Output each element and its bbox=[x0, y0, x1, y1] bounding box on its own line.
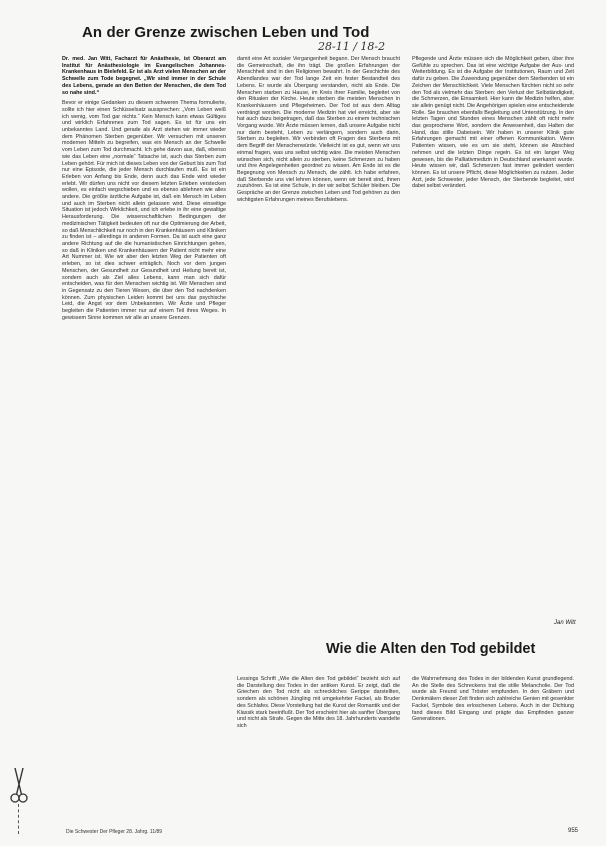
second-article-column-2 bbox=[412, 676, 574, 826]
article-body-text: damit eine Art sozialer Vergangenheit begann. Der Mensch braucht die Gemeinschaft, die ihn trägt. Die großen Erfahrungen der Menschheit sind in den Religionen bewahrt. In der Geschichte des Abendlandes war der Tod lange Zeit ein fester Bestandteil des Lebens. Er wurde als Übergang verstanden, nicht als Ende. Die Menschen starben zu Hause, im Kreis ihrer Familie, begleitet von den Ritualen der Kirche. Heute sterben die meisten Menschen in Krankenhäusern und Pflegeheimen. Der Tod ist aus dem Alltag verdrängt worden. Die moderne Medizin hat viel erreicht, aber sie hat auch dazu beigetragen, daß das Sterben zu einem technischen Vorgang wurde. Wir Ärzte müssen lernen, daß unsere Aufgabe nicht nur darin besteht, Leben zu verlängern, sondern auch darin, Sterben zu begleiten. Wir verbinden oft Fragen des Sterbens mit dem Begriff der Menschenwürde. Vielleicht ist es gut, wenn wir uns einmal fragen, was uns selbst wichtig wäre. Die meisten Menschen wünschen sich, nicht allein zu sterben, keine Schmerzen zu haben und ihre Angelegenheiten geordnet zu wissen. Am Ende ist es die Begegnung von Mensch zu Mensch, die zählt. Ich habe erfahren, daß Sterbende uns viel lehren können, wenn wir bereit sind, ihnen zuzuhören. Es ist eine Schule, in der wir selbst Schüler bleiben. Die Gespräche an der Grenze zwischen Leben und Tod gehören zu den wichtigsten Erfahrungen meines Berufslebens. bbox=[237, 56, 400, 203]
article-body-text: Bevor er einige Gedanken zu diesem schweren Thema formulierte, sollte ich hier einen Schlüsselsatz aussprechen: „Vom Leben weiß ich wenig, vom Tod gar nichts.“ Kein Mensch kann etwas Gültiges und wirklich Erfahrenes zum Tod sagen. Es ist für uns ein unbekanntes Land. Und gerade als Arzt stehen wir immer wieder dem Phänomen Sterben gegenüber. Wir versuchen mit unseren modernen Mitteln zu begreifen, was ein Mensch an der Schwelle vom Leben zum Tod durchmacht. Ich gehe davon aus, daß, ebenso wie das Leben eine „normale“ Tatsache ist, auch das Sterben zum Leben gehört. Für mich ist dieses Leben von der Geburt bis zum Tod nur eine Episode, die jeder Mensch durchlaufen muß. Es ist ein Erleben von Anfang bis Ende, denn auch das Ende wird wieder erlebt. Wir dürfen uns nicht vor diesem letzten Erleben verstecken wollen, es einfach wegschieben und es ebenso ablehnen wie alles andere. Die größte ärztliche Aufgabe ist, daß ein Mensch im Leben und auch im Sterben nicht allein gelassen wird. Diese einseitige Situation ist jedoch Wirklichkeit, und ich erlebe in ihr eine gewaltige Herausforderung. Die wissenschaftlichen Bedingungen der medizinischen Tätigkeit bedeuten oft nur die Optimierung der Arbeit, so daß Menschlichkeit nur noch in den Krankenhäusern und Kliniken zu finden ist – allerdings in anderen Formen. Da ist auch eine ganz andere Richtung auf die die humanistischen Einrichtungen gehen, so daß in Kliniken und Krankenhäusern der Patient nicht mehr eine Art Nummer ist. Wie wir aber den letzten Weg der Patienten oft erleben, so ist dies schwer erträglich. Noch vor dem jungen Menschen, der Gesundheit zur Gesundheit und Heilung bereit ist, sondern auch als Ziel alles Lebens, kann man sich dafür entscheiden, was für den Menschen wichtig ist. Wir Menschen sind in Gegensatz zu den Tieren Wesen, die über den Tod nachdenken können. Zum physischen Leiden kommt bei uns das psychische Leid, die Angst vor dem Unbekannten. Wir Ärzte und Pfleger begleiten die Patienten immer nur auf einem Teil ihres Weges. In gewissem Sinne kommen wir alle an unsere Grenzen. bbox=[62, 100, 226, 321]
cut-line bbox=[18, 804, 20, 834]
article-column-3 bbox=[412, 56, 574, 622]
page-number: 955 bbox=[568, 828, 579, 834]
article-title: An der Grenze zwischen Leben und Tod bbox=[82, 24, 370, 41]
article-column-1 bbox=[62, 56, 226, 826]
author-signature: Jan Witt bbox=[554, 620, 576, 626]
handwritten-note: 28-11 / 18-2 bbox=[318, 40, 386, 53]
article-body-text: Lessings Schrift „Wie die Alten den Tod gebildet“ bezieht sich auf die Darstellung des Todes in der antiken Kunst. Er zeigt, daß die Griechen den Tod nicht als schreckliches Gerippe darstellten, sondern als schönen Jüngling mit umgekehrter Fackel, als Bruder des Schlafes. Diese Vorstellung hat die Kunst der Romantik und der Klassik stark beeinflußt. Der Tod erscheint hier als sanfter Übergang und nicht als Strafe. Gegen die Mitte des 18. Jahrhunderts wandelte sich bbox=[237, 676, 400, 729]
scissors-icon bbox=[10, 766, 28, 804]
second-article-title: Wie die Alten den Tod gebildet bbox=[326, 641, 536, 657]
article-body-text: Pflegende und Ärzte müssen sich die Möglichkeit geben, über ihre Gefühle zu sprechen. Das ist eine wichtige Aufgabe der Aus- und Weiterbildung. Es ist die Aufgabe der Institutionen, Raum und Zeit dafür zu geben. Die Zuwendung gegenüber dem Sterbenden ist ein Zeichen der Menschlichkeit. Viele Menschen fürchten nicht so sehr den Tod als vielmehr das Sterben: den Verlust der Selbständigkeit, die Schmerzen, die Einsamkeit. Hier kann die Medizin helfen, aber sie allein genügt nicht. Die Angehörigen spielen eine entscheidende Rolle. Sie brauchen ebenfalls Begleitung und Unterstützung. In den letzten Tagen und Stunden eines Menschen zählt oft nicht mehr das gesprochene Wort, sondern die Anwesenheit, das Halten der Hand, das stille Dabeisein. Wir haben in unserer Klinik gute Erfahrungen gemacht mit einer offenen Kommunikation. Wenn Patienten wissen, wie es um sie steht, können sie Abschied nehmen und die letzten Dinge regeln. Es ist ein langer Weg gewesen, bis die Palliativmedizin in Deutschland anerkannt wurde. Heute wissen wir, daß Schmerzen fast immer gelindert werden können. Es ist unsere Pflicht, diese Möglichkeiten zu nutzen. Jeder Arzt, jede Schwester, jeder Mensch, der Sterbende begleitet, wird dabei selbst verändert. bbox=[412, 56, 574, 190]
article-body-text: die Wahrnehmung des Todes in der bildenden Kunst grundlegend. An die Stelle des Schreckens trat die stille Melancholie. Der Tod wurde als Freund und Tröster empfunden. In den Gräbern und Denkmälern dieser Zeit finden sich zahlreiche Genien mit gesenkter Fackel, Symbole des erloschenen Lebens. Auch in der Dichtung fand dieses Bild Eingang und prägte das Empfinden ganzer Generationen. bbox=[412, 676, 574, 723]
second-article-column-1 bbox=[237, 676, 400, 826]
article-lead: Dr. med. Jan Witt, Facharzt für Anästhesie, ist Oberarzt am Institut für Anästhesiologie im Evangelischen Johannes-Krankenhaus in Bielefeld. Er ist als Arzt vielen Menschen an der Schwelle zum Tode begegnet. „Wir sind immer in der Schule des Lebens, gerade an den Betten der Menschen, die dem Tod so nahe sind.“ bbox=[62, 56, 226, 96]
article-column-2 bbox=[237, 56, 400, 622]
footer-source: Die Schwester Der Pfleger 28. Jahrg. 11/89 bbox=[66, 829, 163, 835]
